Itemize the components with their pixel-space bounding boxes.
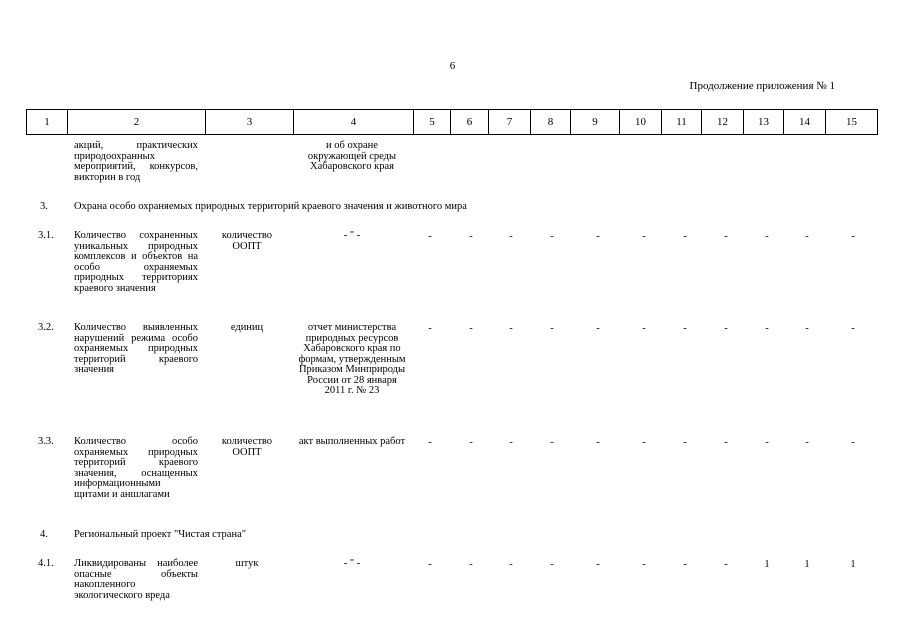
row-value: - [550,231,554,242]
section-number: 3. [40,201,48,212]
table-header [26,109,878,135]
row-value: - [509,323,513,334]
column-header: 5 [414,110,451,134]
row-value: - [428,323,432,334]
row-value: - [724,437,728,448]
row-value: - [642,437,646,448]
column-header: 8 [531,110,571,134]
row-value: - [765,437,769,448]
row-value: - [596,323,600,334]
appendix-label: Продолжение приложения № 1 [689,80,835,92]
column-header: 3 [206,110,294,134]
row-value: - [724,231,728,242]
row-value: - [469,559,473,570]
row-value: - [851,437,855,448]
row-value: - [550,559,554,570]
row-value: - [509,437,513,448]
column-header: 13 [744,110,784,134]
column-header: 10 [620,110,662,134]
row-value: - [596,559,600,570]
row-value: - [596,437,600,448]
row-value: - [550,323,554,334]
row-value: - [428,559,432,570]
row-value: - [765,231,769,242]
column-header: 9 [571,110,620,134]
column-header: 14 [784,110,826,134]
row-value: - [469,323,473,334]
row-value: - [642,559,646,570]
section-title: Охрана особо охраняемых природных территорий краевого значения и животного мира [74,201,467,212]
row-unit: количество ООПТ [221,436,273,458]
row-value: - [683,437,687,448]
column-header: 11 [662,110,702,134]
row-value: - [805,231,809,242]
row-value: - [683,323,687,334]
row-value: - [851,323,855,334]
column-header: 15 [846,116,857,128]
row-number: 3.2. [38,322,54,333]
row-value: - [509,231,513,242]
row-value: - [469,437,473,448]
row-value: - [724,559,728,570]
row-name: Количество особо охраняемых природных территорий краевого значения, оснащенных информационными щитами и аншлагами [74,436,198,500]
row-value: - [509,559,513,570]
row-unit: единиц [230,322,264,333]
page-number: 6 [449,60,456,72]
row-value: - [724,323,728,334]
row-unit: штук [235,558,259,569]
row-name: Количество сохраненных уникальных природных комплексов и объектов на особо охраняемых природных территориях краевого значения [74,230,198,294]
continued-row-name: акций, практических природоохранных мероприятий, конкурсов, викторин в год [74,140,198,183]
column-header: 6 [451,110,489,134]
row-source: - " - [343,230,361,241]
row-value: - [805,437,809,448]
row-value: - [469,231,473,242]
column-header: 1 [27,110,68,134]
column-header: 2 [68,110,206,134]
row-number: 3.3. [38,436,54,447]
row-name: Количество выявленных нарушений режима особо охраняемых природных территорий краевого значения [74,322,198,375]
row-value: - [642,323,646,334]
row-value: 1 [764,559,770,570]
row-value: 1 [850,559,856,570]
row-name: Ликвидированы наиболее опасные объекты накопленного экологического вреда [74,558,198,601]
row-unit: количество ООПТ [221,230,273,252]
row-source: - " - [343,558,361,569]
row-value: - [683,559,687,570]
row-number: 3.1. [38,230,54,241]
section-title: Региональный проект "Чистая страна" [74,529,247,540]
column-header: 12 [702,110,744,134]
row-value: - [642,231,646,242]
column-header: 4 [294,110,414,134]
row-value: - [765,323,769,334]
row-value: 1 [804,559,810,570]
row-value: - [683,231,687,242]
row-source: акт выполненных работ [298,436,406,447]
row-value: - [805,323,809,334]
row-value: - [596,231,600,242]
row-value: - [550,437,554,448]
row-number: 4.1. [38,558,54,569]
row-value: - [428,231,432,242]
row-value: - [851,231,855,242]
section-number: 4. [40,529,48,540]
row-value: - [428,437,432,448]
column-header: 7 [489,110,531,134]
row-source: отчет министерства природных ресурсов Хабаровского края по формам, утвержденным Приказом Минприроды России от 28 января 2011 г. № 23 [298,322,406,396]
continued-row-source: и об охране окружающей среды Хабаровского края [307,140,397,172]
